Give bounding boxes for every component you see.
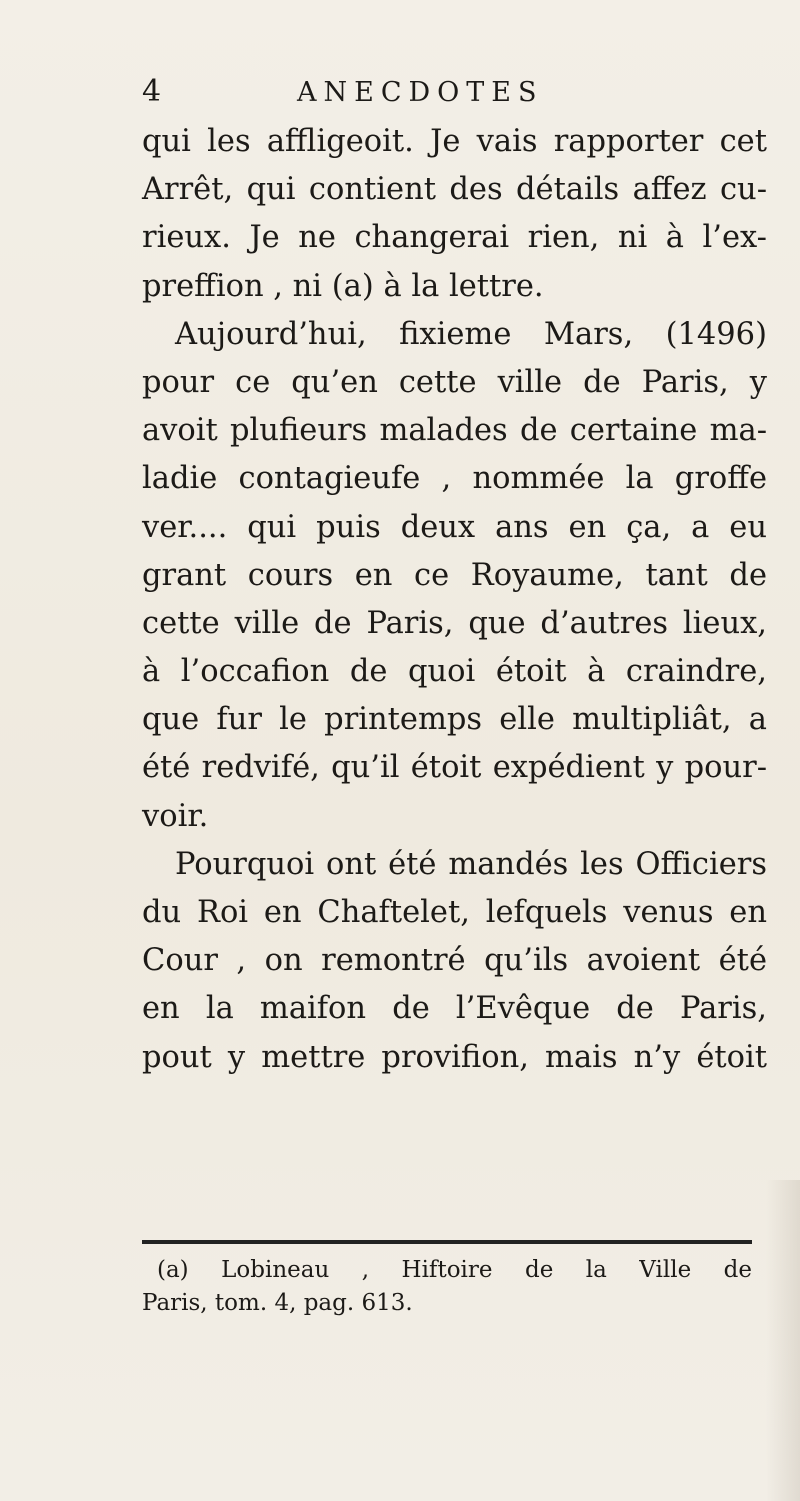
running-head: ANECDOTES: [297, 77, 544, 108]
text-line: Aujourd’hui, fixieme Mars, (1496): [175, 316, 767, 352]
text-line: du Roi en Chaftelet, lefquels venus en: [142, 895, 767, 930]
text-line: rieux. Je ne changerai rien, ni à l’ex-: [142, 220, 767, 256]
text-line: en la maifon de l’Evêque de Paris,: [142, 991, 767, 1027]
text-line: grant cours en ce Royaume, tant de: [142, 557, 767, 593]
text-line: pout y mettre provifion, mais n’y étoit: [142, 1039, 767, 1075]
footnote-line: (a) Lobineau , Hiftoire de la Ville de: [157, 1257, 752, 1283]
text-line: Arrêt, qui contient des détails affez cu-: [142, 172, 767, 208]
body-text: [142, 118, 772, 1082]
text-line: pour ce qu’en cette ville de Paris, y: [142, 364, 767, 400]
text-line: qui les affligeoit. Je vais rapporter cet: [142, 124, 767, 159]
text-line: été redvifé, qu’il étoit expédient y pour-: [142, 750, 767, 786]
page-edge-shadow: [766, 1180, 800, 1501]
text-line: à l’occafion de quoi étoit à craindre,: [142, 654, 767, 690]
text-line: voir.: [142, 798, 209, 834]
footnote-rule: [142, 1240, 752, 1244]
text-line: preffion , ni (a) à la lettre.: [142, 268, 544, 304]
text-line: que fur le printemps elle multipliât, a: [142, 702, 767, 738]
text-line: ladie contagieufe , nommée la groffe: [142, 461, 767, 497]
page-number: 4: [142, 74, 162, 109]
text-line: cette ville de Paris, que d’autres lieux,: [142, 605, 767, 641]
text-line: avoit plufieurs malades de certaine ma-: [142, 413, 767, 449]
text-line: Pourquoi ont été mandés les Officiers: [175, 846, 767, 882]
text-line: ver.... qui puis deux ans en ça, a eu: [142, 509, 767, 545]
page-header: [142, 72, 612, 114]
text-line: Cour , on remontré qu’ils avoient été: [142, 943, 767, 979]
footnote-line: Paris, tom. 4, pag. 613.: [142, 1290, 413, 1316]
footnote: [142, 1254, 757, 1320]
